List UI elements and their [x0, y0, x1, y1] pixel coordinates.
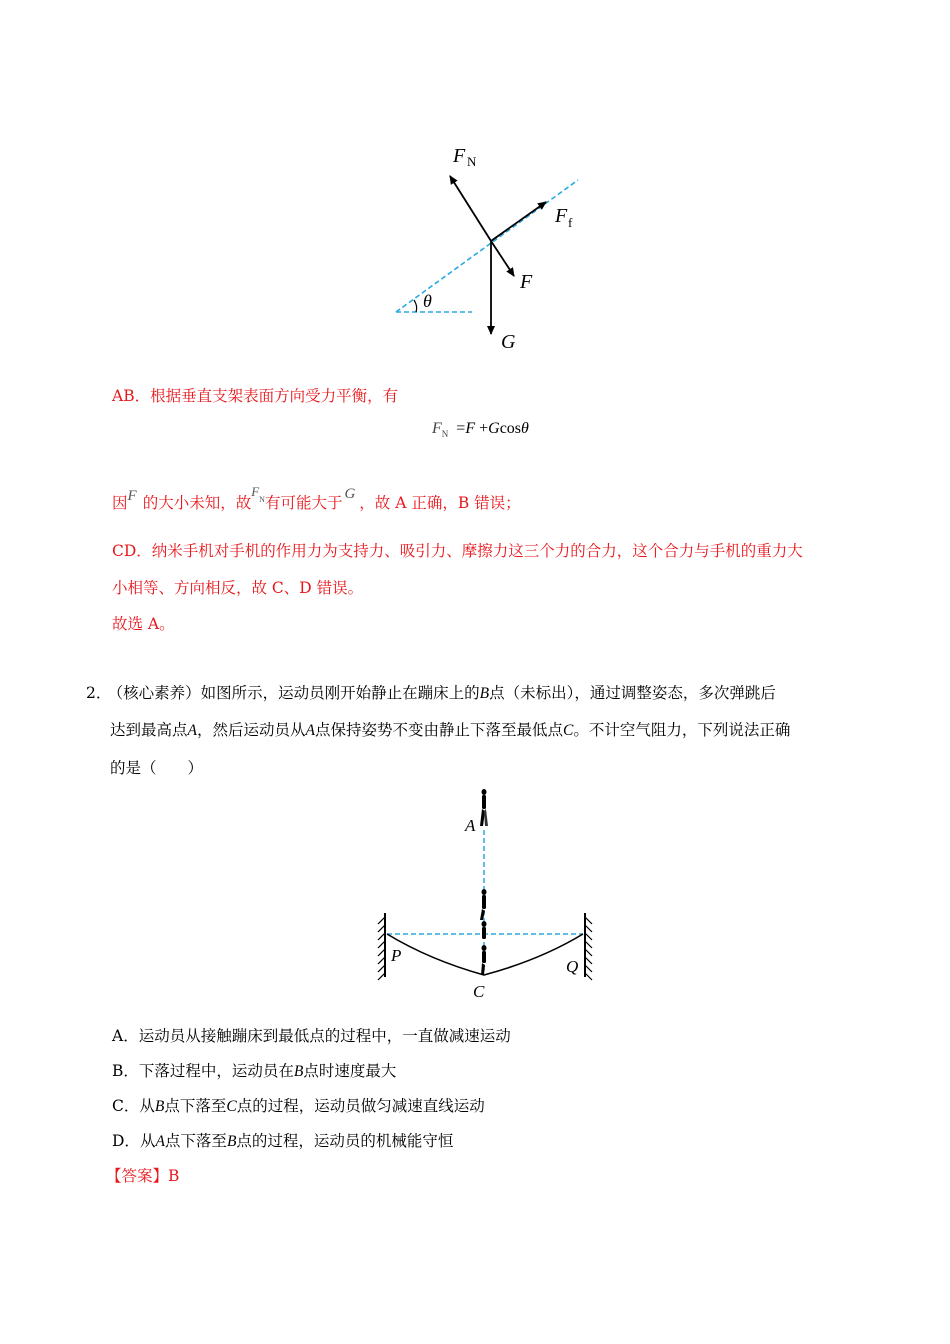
point-q-label: Q — [566, 957, 579, 976]
athlete-figure-mid — [480, 889, 487, 920]
solution-choose: 故选 A。 — [112, 615, 175, 633]
option-b: B．下落过程中，运动员在B点时速度最大 — [112, 1062, 397, 1080]
question-number: 2． — [86, 684, 112, 702]
solution-line2: 因F 的大小未知，故$^F_N$有可能大于 G ，故 A 正确，B 错误； — [112, 484, 521, 512]
friction-force-arrow — [491, 202, 546, 241]
g-label: G — [501, 331, 516, 353]
point-c-label: C — [473, 982, 485, 1001]
point-a-label: A — [465, 816, 476, 835]
ff-sub-label: f — [568, 215, 573, 230]
normal-force-arrow — [450, 176, 491, 241]
angle-arc — [414, 300, 417, 312]
option-c: C．从B点下落至C点的过程，运动员做匀减速直线运动 — [112, 1097, 485, 1115]
solution-cd-line1: CD．纳米手机对手机的作用力为支持力、吸引力、摩擦力这三个力的合力，这个合力与手机的重力大 — [112, 542, 803, 560]
question2-line3: 的是（ ） — [110, 759, 204, 777]
fn-sub-label: N — [467, 154, 477, 169]
point-p-label: P — [391, 946, 402, 965]
answer-label: 【答案】 — [106, 1167, 169, 1185]
answer-line — [106, 1166, 179, 1186]
fn-label: F — [453, 145, 466, 167]
question2-line1: 2． （核心素养）如图所示，运动员刚开始静止在蹦床上的B点（未标出），通过调整姿态，多次弹跳后 — [86, 684, 776, 702]
force-diagram — [0, 0, 950, 370]
athlete-figure-top — [480, 789, 488, 826]
f-label: F — [520, 271, 533, 293]
option-a: A．运动员从接触蹦床到最低点的过程中，一直做减速运动 — [112, 1027, 511, 1045]
trampoline-diagram — [0, 780, 950, 1010]
solution-cd-line2: 小相等、方向相反，故 C、D 错误。 — [112, 579, 364, 597]
answer-value: B — [168, 1167, 180, 1185]
solution-formula: $F_N =F +Gcos\theta$ — [432, 420, 529, 440]
option-d: D．从A点下落至B点的过程，运动员的机械能守恒 — [112, 1132, 454, 1150]
solution-ab-text: AB．根据垂直支架表面方向受力平衡，有 — [112, 387, 399, 405]
ff-label: F — [555, 205, 568, 227]
question2-line2: 达到最高点A，然后运动员从A点保持姿势不变由静止下落至最低点C。不计空气阻力，下列说法正确 — [110, 721, 791, 739]
applied-force-arrow — [491, 241, 514, 276]
theta-label: θ — [423, 291, 432, 311]
athlete-figure-low — [481, 921, 487, 975]
